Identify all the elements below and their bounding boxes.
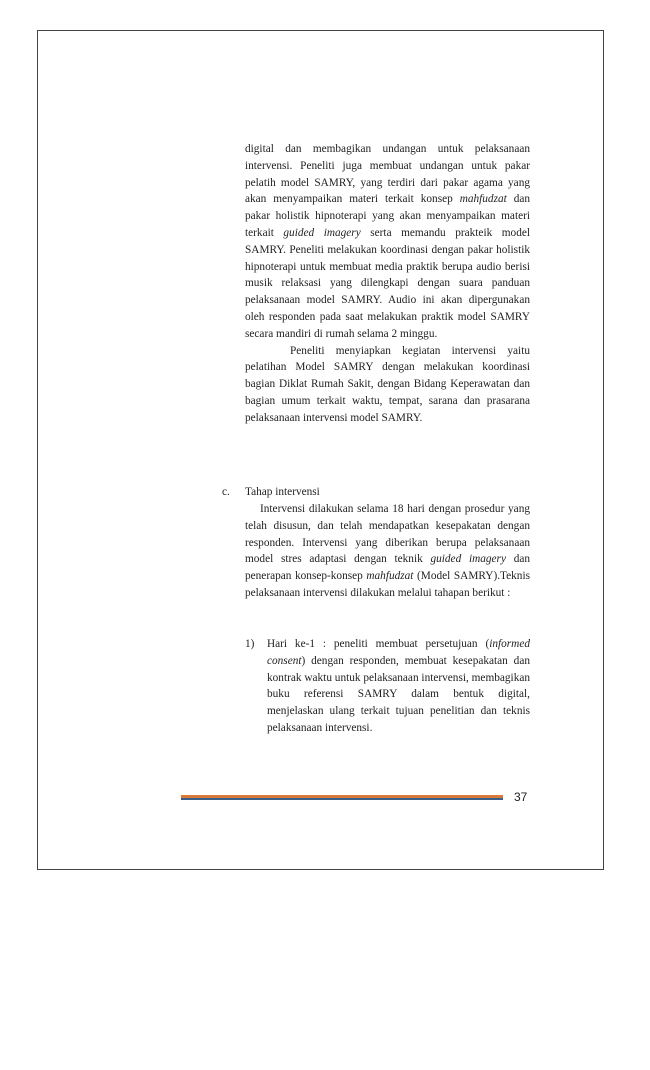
section-body — [245, 501, 530, 602]
list-number: 1) — [245, 638, 255, 650]
page-number: 37 — [514, 790, 528, 804]
paragraph-1: digital dan membagikan undangan untuk pelaksanaan intervensi. Peneliti juga membuat undangan untuk pakar pelatih model SAMRY, yang terdiri dari pakar agama yang akan menyampaikan materi terkait konsep mahfudzat dan pakar holistik hipnoterapi yang akan menyampaikan materi terkait guided imagery serta memandu prakteik model SAMRY. Peneliti melakukan koordinasi dengan pakar holistik hipnoterapi untuk membuat media praktik berupa audio berisi musik relaksasi yang dilengkapi dengan suara panduan pelaksanaan model SAMRY. Audio ini akan dipergunakan oleh responden pada saat melakukan praktik model SAMRY secara mandiri di rumah selama 2 minggu. — [245, 143, 531, 340]
section-title: Tahap intervensi — [245, 486, 320, 498]
section-paragraph: Intervensi dilakukan selama 18 hari dengan prosedur yang telah disusun, dan telah mendapatkan kesepakatan dengan responden. Intervensi yang diberikan berupa pelaksanaan model stres adaptasi dengan teknik guided imagery dan penerapan konsep-konsep mahfudzat (Model SAMRY).Teknis pelaksanaan intervensi dilakukan melalui tahapan berikut : — [245, 503, 531, 599]
list-text: Hari ke-1 : peneliti membuat persetujuan (informed consent) dengan responden, membuat kesepakatan dan kontrak waktu untuk pelaksanaan intervensi, membagikan buku referensi SAMRY dalam bentuk digital, menjelaskan ulang terkait tujuan penelitian dan teknis pelaksanaan intervensi. — [267, 638, 530, 734]
paragraph-2: Peneliti menyiapkan kegiatan intervensi yaitu pelatihan Model SAMRY dengan melakukan koordinasi bagian Diklat Rumah Sakit, dengan Bidang Keperawatan dan bagian umum terkait waktu, tempat, sarana dan prasarana pelaksanaan intervensi model SAMRY. — [245, 344, 530, 424]
footer-bar-blue — [181, 798, 503, 800]
section-letter: c. — [222, 486, 230, 498]
body-text — [245, 141, 530, 427]
